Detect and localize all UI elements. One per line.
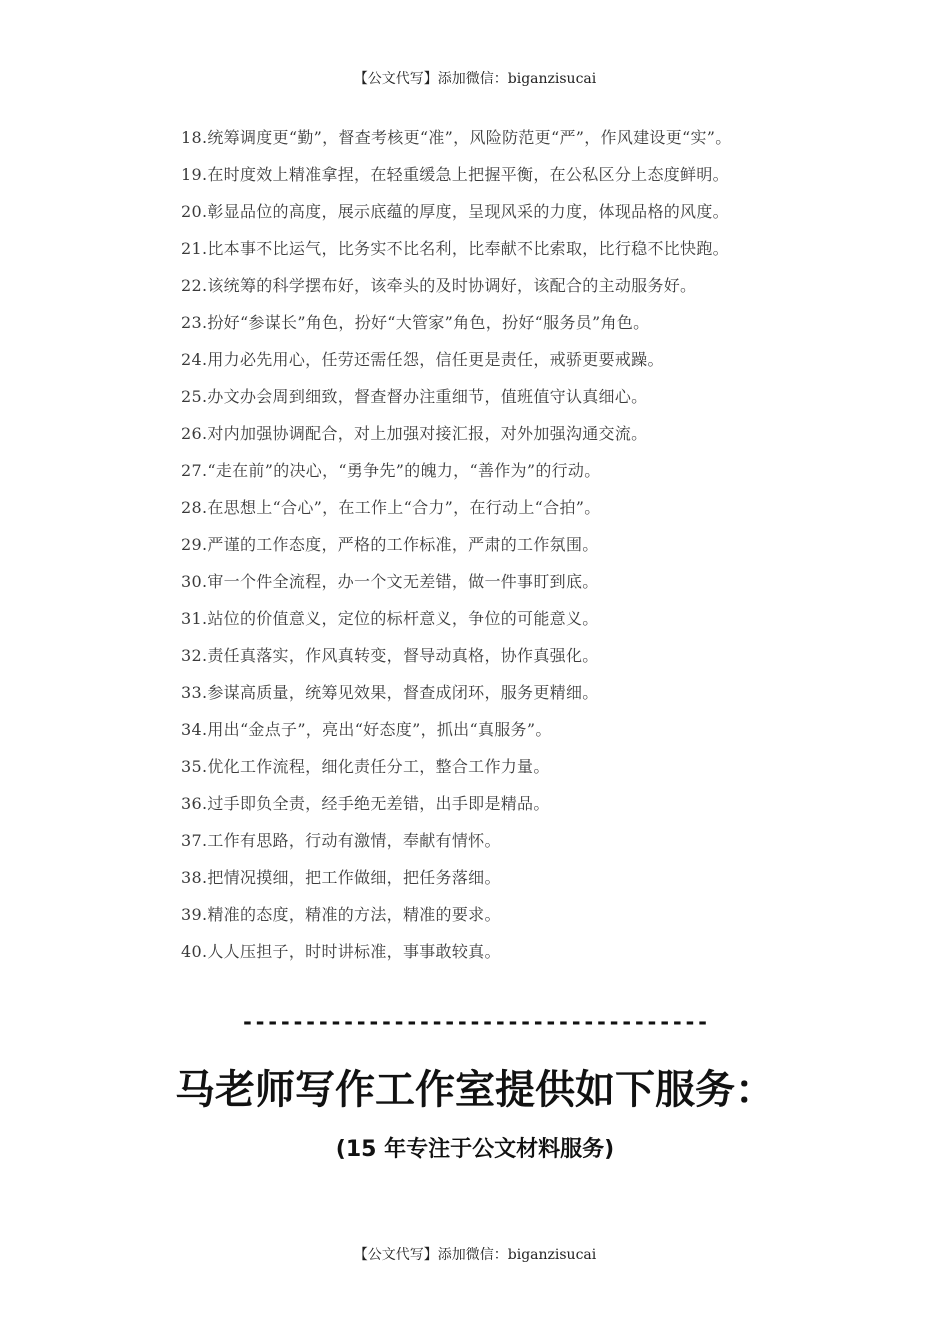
list-item: 18.统筹调度更“勤”，督查考核更“准”，风险防范更“严”，作风建设更“实”。 bbox=[181, 128, 732, 147]
list-item: 22.该统筹的科学摆布好，该牵头的及时协调好，该配合的主动服务好。 bbox=[181, 276, 697, 295]
list-item: 19.在时度效上精准拿捏，在轻重缓急上把握平衡，在公私区分上态度鲜明。 bbox=[181, 165, 729, 184]
list-item: 39.精准的态度，精准的方法，精准的要求。 bbox=[181, 905, 501, 924]
list-item: 29.严谨的工作态度，严格的工作标准，严肃的工作氛围。 bbox=[181, 535, 599, 554]
list-item: 27.“走在前”的决心，“勇争先”的魄力，“善作为”的行动。 bbox=[181, 461, 601, 480]
list-item: 26.对内加强协调配合，对上加强对接汇报，对外加强沟通交流。 bbox=[181, 424, 648, 443]
list-item: 36.过手即负全责，经手绝无差错，出手即是精品。 bbox=[181, 794, 550, 813]
list-item: 23.扮好“参谋长”角色，扮好“大管家”角色，扮好“服务员”角色。 bbox=[181, 313, 650, 332]
promo-subtitle: (15 年专注于公文材料服务) bbox=[335, 1137, 615, 1162]
list-item: 35.优化工作流程，细化责任分工，整合工作力量。 bbox=[181, 757, 550, 776]
dashed-divider: ------------------------------------- bbox=[241, 1010, 709, 1034]
list-item: 38.把情况摸细，把工作做细，把任务落细。 bbox=[181, 868, 501, 887]
list-item: 20.彰显品位的高度，展示底蕴的厚度，呈现风采的力度，体现品格的风度。 bbox=[181, 202, 729, 221]
list-item: 24.用力必先用心，任劳还需任怨，信任更是责任，戒骄更要戒躁。 bbox=[181, 350, 664, 369]
list-item: 37.工作有思路，行动有激情，奉献有情怀。 bbox=[181, 831, 501, 850]
list-item: 33.参谋高质量，统筹见效果，督查成闭环，服务更精细。 bbox=[181, 683, 599, 702]
list-item: 25.办文办会周到细致，督查督办注重细节，值班值守认真细心。 bbox=[181, 387, 648, 406]
promo-title: 马老师写作工作室提供如下服务： bbox=[175, 1067, 775, 1113]
page-header: 【公文代写】添加微信：biganzisucai bbox=[353, 71, 597, 87]
list-item: 32.责任真落实，作风真转变，督导动真格，协作真强化。 bbox=[181, 646, 599, 665]
item-list bbox=[143, 126, 823, 977]
page-footer: 【公文代写】添加微信：biganzisucai bbox=[353, 1247, 597, 1263]
list-item: 40.人人压担子，时时讲标准，事事敢较真。 bbox=[181, 942, 501, 961]
list-item: 31.站位的价值意义，定位的标杆意义，争位的可能意义。 bbox=[181, 609, 599, 628]
list-item: 30.审一个件全流程，办一个文无差错，做一件事盯到底。 bbox=[181, 572, 599, 591]
list-item: 21.比本事不比运气，比务实不比名利，比奉献不比索取，比行稳不比快跑。 bbox=[181, 239, 729, 258]
list-item: 34.用出“金点子”，亮出“好态度”，抓出“真服务”。 bbox=[181, 720, 552, 739]
list-item: 28.在思想上“合心”，在工作上“合力”，在行动上“合拍”。 bbox=[181, 498, 601, 517]
